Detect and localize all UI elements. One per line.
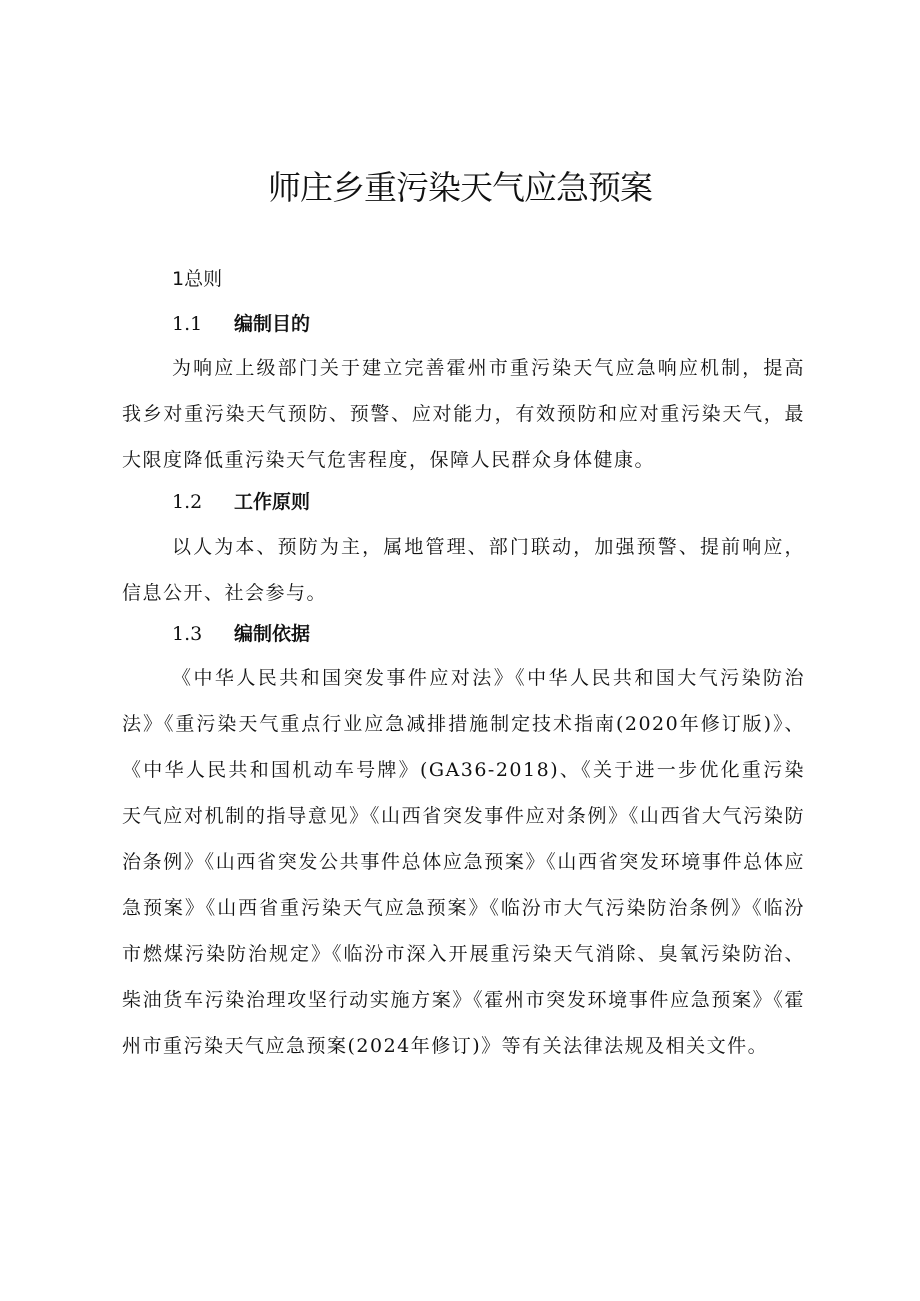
section-title: 编制依据: [234, 623, 311, 645]
document-title: 师庄乡重污染天气应急预案: [268, 168, 652, 207]
paragraph-basis: 《中华人民共和国突发事件应对法》《中华人民共和国大气污染防治法》《重污染天气重点行业应急减排措施制定技术指南(2020年修订版)》、《中华人民共和国机动车号牌》(GA36-2018)、《关于进一步优化重污染天气应对机制的指导意见》《山西省突发事件应对条例》《山西省大气污染防治条例》《山西省突发公共事件总体应急预案》《山西省突发环境事件总体应急预案》《山西省重污染天气应急预案》《临汾市大气污染防治条例》《临汾市燃煤污染防治规定》《临汾市深入开展重污染天气消除、臭氧污染防治、柴油货车污染治理攻坚行动实施方案》《霍州市突发环境事件应急预案》《霍州市重污染天气应急预案(2024年修订)》等有关法律法规及相关文件。: [122, 667, 805, 1057]
section-title: 工作原则: [234, 491, 311, 513]
section-number: 1.1: [172, 313, 203, 335]
paragraph-purpose: 为响应上级部门关于建立完善霍州市重污染天气应急响应机制，提高我乡对重污染天气预防、预警、应对能力，有效预防和应对重污染天气，最大限度降低重污染天气危害程度，保障人民群众身体健康。: [122, 357, 805, 471]
section-heading-1-3: [172, 619, 310, 649]
section-heading-1-2: [172, 487, 310, 517]
section-heading-general: 1总则: [172, 268, 223, 290]
paragraph-principles: 以人为本、预防为主，属地管理、部门联动，加强预警、提前响应，信息公开、社会参与。: [122, 536, 805, 604]
section-number: 1.3: [172, 623, 203, 645]
section-number: 1.2: [172, 491, 203, 513]
section-title: 编制目的: [234, 313, 311, 335]
section-heading-1-1: [172, 309, 310, 339]
